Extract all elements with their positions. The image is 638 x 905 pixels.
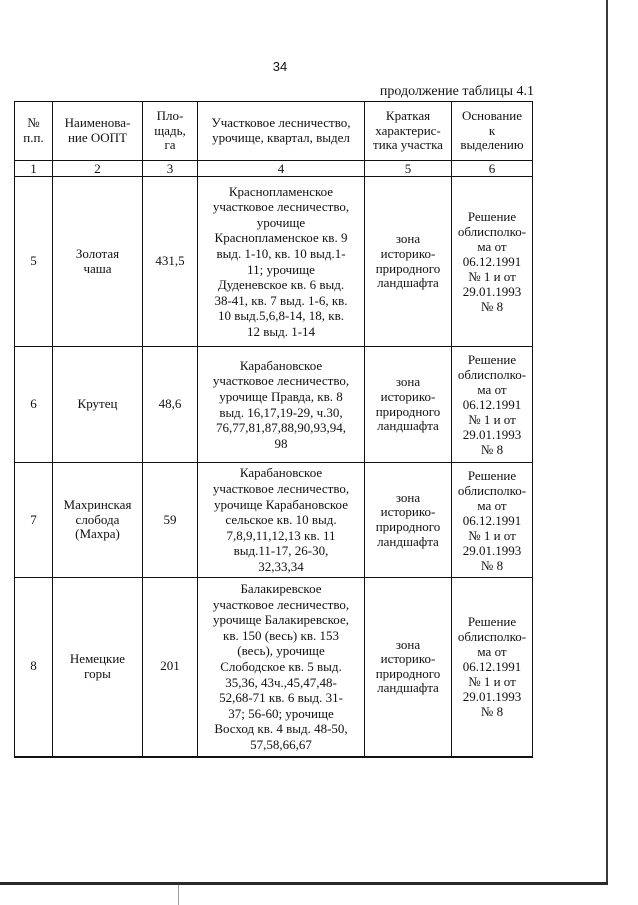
location-cell (198, 347, 365, 463)
cell-text-line: природного (375, 665, 441, 681)
cell-text-line: Решение (467, 209, 517, 224)
cell-text-line: щадь, (154, 122, 186, 138)
column-number-cell: 1 (15, 161, 53, 177)
row-number-cell: 8 (15, 578, 53, 757)
cell-text-line: ландшафта (377, 533, 439, 549)
location-cell (198, 578, 365, 757)
header-cell (53, 102, 143, 161)
cell-text-line: тика участка (373, 137, 443, 153)
column-number-cell: 5 (365, 161, 452, 177)
basis-cell (452, 177, 533, 347)
page-edge-right (606, 0, 608, 885)
cell-text-line: слобода (75, 511, 120, 527)
column-number-row (15, 161, 533, 177)
cell-text-line: выд.11-17, 26-30, (233, 543, 329, 559)
characteristic-cell (365, 177, 452, 347)
cell-text-line: № 1 и от (468, 674, 516, 690)
cell-text-line: участковое лесничество, (212, 481, 350, 497)
row-number-cell: 6 (15, 347, 53, 463)
cell-text-line: № 1 и от (468, 527, 516, 543)
cell-text-line: 11; урочище (247, 261, 315, 277)
cell-text-line: 12 выд. 1-14 (246, 323, 316, 339)
cell-text-line: историко- (380, 245, 436, 261)
cell-text-line: облисполко- (457, 629, 527, 645)
cell-text-line: ма от (477, 382, 507, 397)
area-name-cell (53, 177, 143, 347)
location-cell (198, 177, 365, 347)
cell-text-line: зона (395, 374, 421, 390)
protected-areas-table (14, 101, 533, 758)
cell-text-line: историко- (380, 388, 436, 404)
cell-text-line: Махринская (63, 497, 132, 513)
area-size-cell: 59 (143, 463, 198, 578)
characteristic-cell (365, 347, 452, 463)
cell-text-line: ние ООПТ (67, 130, 128, 145)
cell-text-line: Карабановское (239, 465, 323, 481)
cell-text-line: зона (395, 636, 421, 652)
cell-text-line: 76,77,81,87,88,90,93,94, (216, 420, 346, 436)
cell-text-line: ма от (477, 497, 507, 513)
cell-text-line: 32,33,34 (258, 558, 304, 574)
cell-text-line: природного (375, 519, 441, 534)
cell-text-line: зона (395, 489, 421, 505)
cell-text-line: природного (375, 403, 441, 419)
table-row (15, 177, 533, 347)
cell-text-line: Решение (467, 467, 517, 483)
cell-text-line: ландшафта (377, 680, 439, 696)
page-edge-bottom (0, 882, 608, 885)
cell-text-line: № 8 (480, 442, 504, 457)
cell-text-line: Дуденевское кв. 6 выд. (217, 277, 345, 293)
cell-text-line: сельское кв. 10 выд. (225, 512, 337, 528)
cell-text-line: № 8 (480, 299, 504, 314)
cell-text-line: историко- (380, 504, 436, 520)
cell-text-line: урочище Карабановское (214, 496, 348, 512)
page-number: 34 (272, 59, 288, 74)
header-cell (365, 102, 452, 161)
cell-text-line: урочище Балакиревское, (212, 612, 349, 628)
table-header-row (15, 102, 533, 161)
cell-text-line: ма от (477, 644, 507, 660)
cell-text-line: участковое лесничество, (212, 596, 350, 612)
cell-text-line: 98 (274, 435, 288, 451)
area-name-cell (53, 347, 143, 463)
cell-text-line: выделению (460, 137, 524, 153)
cell-text-line: урочище Правда, кв. 8 (219, 388, 343, 404)
cell-text-line: участковое лесничество, (212, 373, 350, 389)
column-number-cell: 6 (452, 161, 533, 177)
cell-text-line: чаша (83, 260, 112, 276)
header-cell (143, 102, 198, 161)
cell-text-line: 57,58,66,67 (250, 736, 312, 752)
cell-text-line: Балакиревское (240, 580, 322, 596)
cell-text-line: Карабановское (239, 357, 323, 373)
column-number-cell: 2 (53, 161, 143, 177)
cell-text-line: Краснопламенское (228, 183, 334, 199)
table-continuation-note: продолжение таблицы 4.1 (379, 84, 534, 99)
cell-text-line: Крутец (77, 396, 118, 412)
cell-text-line: Основание (461, 108, 523, 124)
cell-text-line: 10 выд.5,6,8-14, 18, кв. (217, 308, 345, 324)
cell-text-line: урочище, квартал, выдел (212, 130, 350, 145)
cell-text-line: 06.12.1991 (462, 254, 522, 269)
table-row (15, 578, 533, 757)
column-number-cell: 4 (198, 161, 365, 177)
basis-cell (452, 578, 533, 757)
cell-text-line: облисполко- (457, 367, 527, 382)
cell-text-line: 29.01.1993 (462, 542, 522, 558)
cell-text-line: № 8 (480, 704, 504, 720)
cell-text-line: Решение (467, 614, 517, 630)
cell-text-line: 06.12.1991 (462, 512, 522, 528)
cell-text-line: выд. 16,17,19-29, ч.30, (219, 404, 343, 420)
table-row (15, 463, 533, 578)
cell-text-line: га (164, 137, 176, 153)
cell-text-line: природного (375, 260, 441, 276)
cell-text-line: историко- (380, 651, 436, 667)
cell-text-line: № 1 и от (468, 412, 516, 427)
cell-text-line: Участковое лесничество, (211, 115, 351, 131)
cell-text-line: 06.12.1991 (462, 659, 522, 675)
cell-text-line: Наименова- (64, 115, 131, 131)
cell-text-line: 52,68-71 кв. 6 выд. 31- (219, 690, 343, 706)
basis-cell (452, 463, 533, 578)
cell-text-line: 29.01.1993 (462, 689, 522, 705)
cell-text-line: (весь), урочище (237, 643, 325, 659)
cell-text-line: (Махра) (75, 526, 120, 542)
cell-text-line: Слободское кв. 5 выд. (220, 658, 342, 674)
cell-text-line: 35,36, 43ч.,45,47,48- (225, 674, 337, 690)
area-name-cell (53, 578, 143, 757)
cell-text-line: 37; 56-60; урочище (228, 705, 334, 721)
cell-text-line: ландшафта (377, 275, 439, 291)
basis-cell (452, 347, 533, 463)
cell-text-line: кв. 150 (весь) кв. 153 (223, 627, 339, 643)
cell-text-line: 38-41, кв. 7 выд. 1-6, кв. (214, 292, 348, 308)
cell-text-line: п.п. (23, 130, 44, 145)
cell-text-line: Немецкие (69, 651, 126, 667)
cell-text-line: ма от (477, 239, 507, 254)
scan-fold-mark (178, 885, 179, 905)
cell-text-line: Восход кв. 4 выд. 48-50, (214, 721, 348, 737)
cell-text-line: облисполко- (457, 224, 527, 239)
cell-text-line: Краснопламенское кв. 9 (214, 230, 348, 246)
header-cell (198, 102, 365, 161)
characteristic-cell (365, 463, 452, 578)
location-cell (198, 463, 365, 578)
cell-text-line: 06.12.1991 (462, 397, 522, 412)
cell-text-line: ландшафта (377, 418, 439, 434)
column-number-cell: 3 (143, 161, 198, 177)
cell-text-line: участковое лесничество, (212, 199, 350, 215)
cell-text-line: 7,8,9,11,12,13 кв. 11 (226, 527, 336, 543)
table-row (15, 347, 533, 463)
cell-text-line: характерис- (375, 122, 441, 138)
area-name-cell (53, 463, 143, 578)
cell-text-line: зона (395, 231, 421, 247)
header-cell (15, 102, 53, 161)
cell-text-line: Краткая (385, 108, 431, 124)
header-cell (452, 102, 533, 161)
cell-text-line: 29.01.1993 (462, 284, 522, 299)
cell-text-line: Решение (467, 352, 517, 367)
cell-text-line: облисполко- (457, 482, 527, 498)
cell-text-line: Золотая (75, 245, 120, 261)
cell-text-line: урочище (256, 214, 306, 230)
area-size-cell: 201 (143, 578, 198, 757)
cell-text-line: 29.01.1993 (462, 427, 522, 442)
area-size-cell: 48,6 (143, 347, 198, 463)
cell-text-line: № 1 и от (468, 269, 516, 284)
cell-text-line: выд. 1-10, кв. 10 выд.1- (216, 245, 346, 261)
cell-text-line: Пло- (156, 108, 184, 124)
cell-text-line: № (27, 115, 40, 131)
row-number-cell: 7 (15, 463, 53, 578)
cell-text-line: горы (84, 665, 111, 681)
area-size-cell: 431,5 (143, 177, 198, 347)
characteristic-cell (365, 578, 452, 757)
cell-text-line: к (488, 122, 496, 138)
cell-text-line: № 8 (480, 557, 504, 573)
row-number-cell: 5 (15, 177, 53, 347)
